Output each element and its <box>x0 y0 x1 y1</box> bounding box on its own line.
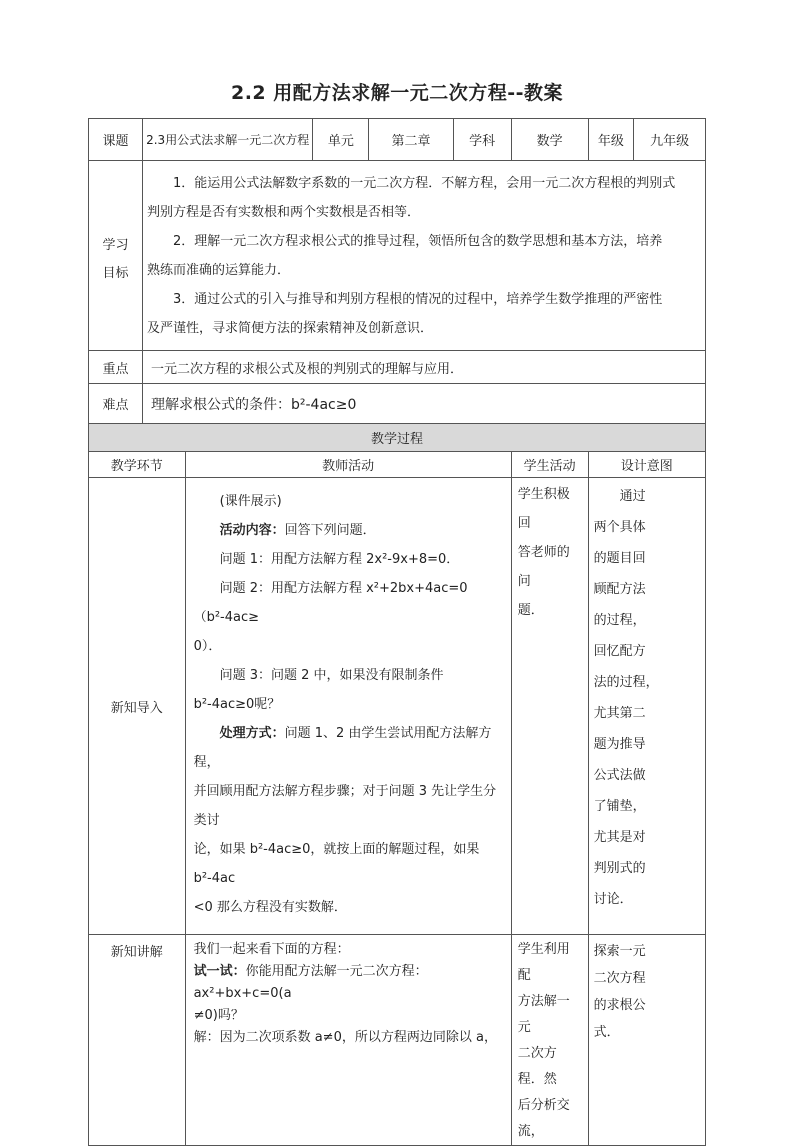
method-line4: <0 那么方程没有实数解． <box>193 900 347 915</box>
objective-line: 及严谨性，寻求简便方法的探索精神及创新意识． <box>147 320 434 336</box>
process-title-row <box>89 424 706 452</box>
question-2-line2: 0）． <box>193 639 222 654</box>
intro-design-intent: 通过 两个具体 的题目回 顾配方法 的过程， 回忆配方 法的过程， 尤其第二 题为推导 公式法做 了铺垫， 尤其是对 判别式的 讨论． <box>588 478 705 935</box>
unit-value: 第二章 <box>369 119 453 161</box>
lecture-teacher-activity <box>185 935 511 1146</box>
col-intent-header: 设计意图 <box>588 452 705 478</box>
col-teacher-header: 教师活动 <box>185 452 511 478</box>
difficulty-label: 难点 <box>89 384 143 424</box>
intro-stage: 新知导入 <box>89 478 186 935</box>
objective-line: 判别方程是否有实数根和两个实数根是否相等． <box>147 204 421 220</box>
lecture-row <box>89 935 706 1146</box>
grade-label: 年级 <box>588 119 634 161</box>
lecture-student-activity: 学生利用配 方法解一元 二次方程．然 后分析交流， <box>511 935 588 1146</box>
objective-line: 3．通过公式的引入与推导和判别方程根的情况的过程中，培养学生数学推理的严密性 <box>173 291 663 307</box>
page-title: 2.2 用配方法求解一元二次方程--教案 <box>230 82 564 104</box>
lecture-line: 我们一起来看下面的方程： <box>193 942 350 957</box>
courseware-line: (课件展示) <box>219 494 282 509</box>
topic-value: 2.3用公式法求解一元二次方程 <box>143 119 313 161</box>
header-row <box>89 119 706 161</box>
method-line3: 论，如果 b²-4ac≥0，就按上面的解题过程，如果 b²-4ac <box>193 842 480 886</box>
question-2-line1: 问题 2：用配方法解方程 x²+2bx+4ac=0（b²-4ac≥ <box>193 581 468 625</box>
difficulty-row <box>89 384 706 424</box>
focus-row <box>89 351 706 384</box>
col-student-header: 学生活动 <box>511 452 588 478</box>
focus-label: 重点 <box>89 351 143 384</box>
focus-value: 一元二次方程的求根公式及根的判别式的理解与应用． <box>143 351 706 384</box>
method-line1: 问题 1、2 由学生尝试用配方法解方程， <box>193 726 492 770</box>
col-stage-header: 教学环节 <box>89 452 186 478</box>
intro-student-activity: 学生积极回 答老师的问 题． <box>511 478 588 935</box>
subject-label: 学科 <box>453 119 511 161</box>
question-3: 问题 3：问题 2 中，如果没有限制条件 b²-4ac≥0呢？ <box>193 668 444 712</box>
try-text-2: ≠0)吗？ <box>193 1008 244 1023</box>
topic-label: 课题 <box>89 119 143 161</box>
intro-teacher-activity <box>185 478 511 935</box>
question-1: 问题 1：用配方法解方程 2x²-9x+8=0． <box>219 552 460 567</box>
method-label: 处理方式： <box>219 726 285 741</box>
solve-line: 解：因为二次项系数 a≠0，所以方程两边同除以 a， <box>193 1030 497 1045</box>
objectives-content <box>143 161 706 351</box>
intro-row <box>89 478 706 935</box>
objective-line: 1．能运用公式法解数字系数的一元二次方程．不解方程，会用一元二次方程根的判别式 <box>173 175 676 191</box>
try-text: 你能用配方法解一元二次方程：ax²+bx+c=0(a <box>193 964 428 1001</box>
try-label: 试一试： <box>193 964 246 979</box>
objective-line: 熟练而准确的运算能力． <box>147 262 291 278</box>
process-section-title: 教学过程 <box>89 424 706 452</box>
difficulty-value: 理解求根公式的条件：b²-4ac≥0 <box>143 384 706 424</box>
objective-line: 2．理解一元二次方程求根公式的推导过程，领悟所包含的数学思想和基本方法，培养 <box>173 233 663 249</box>
subject-value: 数学 <box>511 119 588 161</box>
grade-value: 九年级 <box>634 119 706 161</box>
activity-label: 活动内容： <box>219 523 285 538</box>
lecture-design-intent: 探索一元 二次方程 的求根公 式． <box>588 935 705 1146</box>
objectives-label: 学习 目标 <box>89 161 143 351</box>
lesson-plan-table <box>88 118 706 1146</box>
activity-text: 回答下列问题． <box>284 523 376 538</box>
objectives-row <box>89 161 706 351</box>
process-header-row <box>89 452 706 478</box>
method-line2: 并回顾用配方法解方程步骤；对于问题 3 先让学生分类讨 <box>193 784 497 828</box>
unit-label: 单元 <box>313 119 369 161</box>
lecture-stage: 新知讲解 <box>89 935 186 1146</box>
